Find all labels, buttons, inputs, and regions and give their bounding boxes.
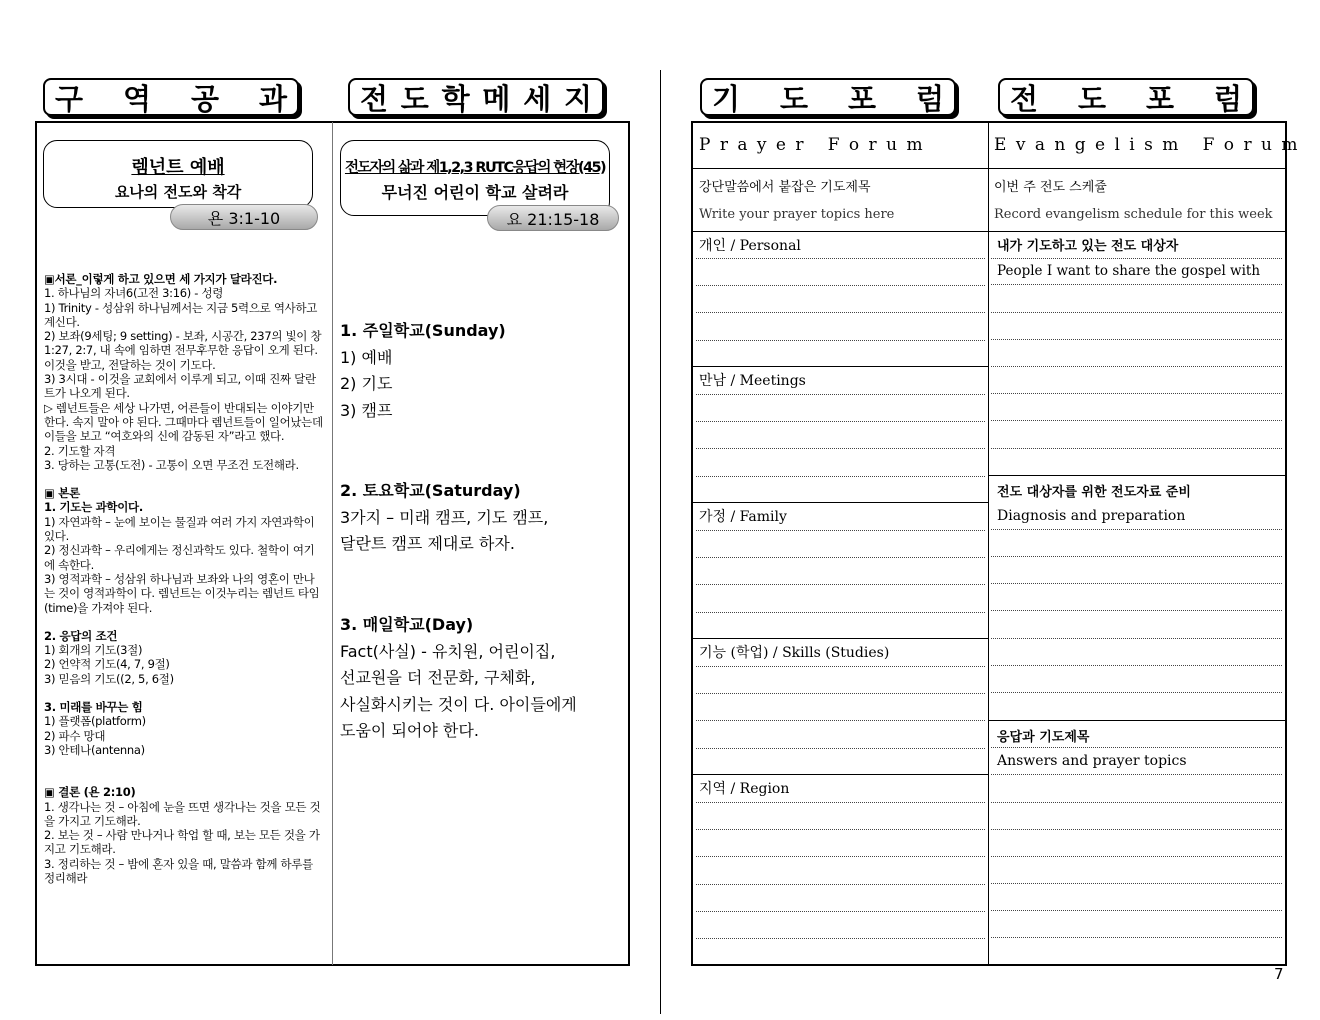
evangelism-forum-title: E v a n g e l i s m F o r u m [994, 135, 1300, 155]
writing-line [991, 258, 1282, 259]
writing-line [696, 557, 985, 558]
list-item: 1) 예배 [340, 347, 393, 367]
list-item: 2) 기도 [340, 374, 393, 393]
lesson-line: 3) 믿음의 기도((2, 5, 6절) [44, 671, 174, 686]
lesson-line: 1) 자연과학 – 눈에 보이는 물질과 여러 가지 자연과학이 있다. [44, 514, 315, 544]
header-letter: 공 [190, 81, 219, 116]
message-section-2 [340, 478, 625, 558]
message-section-1 [340, 318, 620, 424]
message-title: 전도자의 삶과 제1,2,3 RUTC응답의 현장(45) [344, 160, 606, 176]
writing-line [991, 393, 1282, 394]
header-letter: 전 [360, 81, 389, 116]
header-letter: 럼 [1213, 81, 1242, 116]
spacer [44, 757, 325, 771]
lesson-line: ▷ 렘넌트들은 세상 나가면, 어른들이 반대되는 이야기만 한다. 속지 말아 야 된다. 그때마다 렘넌트들이 일어났는데 이들을 보고 “여호와의 신에 감동된 자”라고 했다. [44, 400, 323, 444]
section-label: 만남 / Meetings [699, 373, 806, 389]
writing-line [696, 340, 985, 341]
lesson-line: ▣ 본론 [44, 486, 80, 501]
writing-line [696, 666, 985, 667]
writing-line [991, 638, 1282, 639]
row-divider [988, 720, 1285, 721]
writing-line [696, 421, 985, 422]
header-evangelism-forum [998, 78, 1254, 116]
lesson-line: 3) 안테나(antenna) [44, 742, 145, 757]
section-label: 가정 / Family [699, 509, 787, 525]
writing-line [991, 366, 1282, 367]
writing-line [696, 829, 985, 830]
lesson-line: 2. 응답의 조건 [44, 628, 118, 643]
header-letter: 구 [55, 81, 84, 116]
writing-line [991, 856, 1282, 857]
writing-line [991, 420, 1282, 421]
writing-line [991, 829, 1282, 830]
lesson-line: 3. 미래를 바꾸는 힘 [44, 700, 143, 715]
header-letter: 럼 [915, 81, 944, 116]
lesson-line: ▣ 결론 (욘 2:10) [44, 785, 136, 800]
writing-line [696, 285, 985, 286]
evangelism-subtitle-en: Record evangelism schedule for this week [994, 207, 1273, 222]
answers-label-en: Answers and prayer topics [997, 753, 1187, 769]
page-divider [660, 70, 661, 1014]
message-section-3 [340, 612, 625, 745]
header-letter: 학 [441, 81, 470, 116]
text-line: 3가지 – 미래 캠프, 기도 캠프, [340, 507, 549, 527]
writing-line [991, 692, 1282, 693]
targets-label-en: People I want to share the gospel with [997, 263, 1261, 279]
header-letter: 메 [482, 81, 511, 116]
header-letter: 포 [1145, 81, 1174, 116]
writing-line [696, 802, 985, 803]
writing-line [991, 802, 1282, 803]
lesson-line: 3) 3시대 - 이것을 교회에서 이루게 되고, 이때 진짜 달란트가 나오게 된다. [44, 372, 316, 401]
writing-line [991, 339, 1282, 340]
writing-line [991, 610, 1282, 611]
spacer [44, 472, 325, 486]
writing-line [696, 720, 985, 721]
lesson-line: 2) 보좌(9세팅; 9 setting) - 보좌, 시공간, 237의 빛이 창 1:27, 2:7, 내 속에 임하면 전무후무한 응답이 오게 된다. 이것을 받고, 전달하는 것이 기도다. [44, 329, 322, 372]
targets-label: 내가 기도하고 있는 전도 대상자 [997, 239, 1179, 254]
row-divider [693, 231, 1285, 232]
spacer [44, 771, 325, 785]
lesson-subtitle: 요나의 전도와 착각 [114, 183, 242, 201]
section-heading: 3. 매일학교(Day) [340, 615, 474, 634]
section-heading: 1. 주일학교(Sunday) [340, 321, 506, 340]
lesson-line: 2) 정신과학 – 우리에게는 정신과학도 있다. 철학이 여기에 속한다. [44, 543, 315, 572]
page-number: 7 [1274, 965, 1284, 983]
lesson-line: 1. 기도는 과학이다. [44, 500, 143, 515]
evangelism-subtitle: 이번 주 전도 스케쥴 [994, 180, 1107, 195]
header-letter: 과 [258, 81, 287, 116]
writing-line [696, 884, 985, 885]
row-divider [693, 502, 988, 503]
column-divider [332, 122, 333, 965]
message-subtitle: 무너진 어린이 학교 살려라 [381, 183, 569, 202]
header-letter: 지 [563, 81, 592, 116]
lesson-reference: 욘 3:1-10 [170, 204, 318, 230]
lesson-body [44, 272, 325, 885]
writing-line [991, 448, 1282, 449]
header-letter: 도 [779, 81, 808, 116]
header-letter: 포 [847, 81, 876, 116]
prayer-subtitle: 강단말씀에서 붙잡은 기도제목 [699, 180, 871, 195]
writing-line [991, 529, 1282, 530]
message-reference: 요 21:15-18 [487, 205, 619, 231]
row-divider [693, 638, 988, 639]
lesson-line: 2. 보는 것 – 사람 만나거나 학업 할 때, 보는 모든 것을 가지고 기도해라. [44, 828, 320, 857]
lesson-line: 2) 파수 망대 [44, 728, 106, 743]
writing-line [991, 883, 1282, 884]
writing-line [991, 284, 1282, 285]
writing-line [696, 938, 985, 939]
row-divider [988, 475, 1285, 476]
text-line: 도움이 되어야 한다. [340, 721, 479, 740]
lesson-line: 1) 플랫폼(platform) [44, 714, 146, 729]
writing-line [696, 530, 985, 531]
list-item: 3) 캠프 [340, 400, 393, 420]
spacer [44, 686, 325, 700]
writing-line [696, 911, 985, 912]
text-line: Fact(사실) - 유치원, 어린이집, [340, 641, 556, 661]
row-divider [693, 774, 988, 775]
prep-label: 전도 대상자를 위한 전도자료 준비 [997, 485, 1191, 500]
writing-line [696, 448, 985, 449]
text-line: 달란트 캠프 제대로 하자. [340, 534, 515, 553]
header-letter: 기 [712, 81, 741, 116]
writing-line [696, 856, 985, 857]
section-label: 개인 / Personal [699, 238, 801, 254]
lesson-line: ▣서론_이렇게 하고 있으면 세 가지가 달라진다. [44, 272, 278, 286]
row-divider [693, 366, 988, 367]
text-line: 선교원을 더 전문화, 구체화, [340, 668, 536, 687]
writing-line [696, 612, 985, 613]
writing-line [696, 258, 985, 259]
writing-line [696, 312, 985, 313]
writing-line [696, 476, 985, 477]
header-lesson [43, 78, 299, 116]
writing-line [696, 394, 985, 395]
header-prayer-forum [700, 78, 956, 116]
writing-line [991, 910, 1282, 911]
lesson-line: 1. 생각나는 것 – 아침에 눈을 뜨면 생각나는 것을 모든 것을 가지고 기도해라. [44, 799, 321, 828]
writing-line [696, 584, 985, 585]
lesson-line: 2. 기도할 자격 [44, 443, 116, 458]
writing-line [991, 583, 1282, 584]
row-divider [693, 168, 1285, 169]
writing-line [991, 556, 1282, 557]
section-label: 지역 / Region [699, 781, 790, 797]
writing-line [991, 774, 1282, 775]
spacer [44, 615, 325, 629]
header-letter: 도 [1077, 81, 1106, 116]
section-label: 기능 (학업) / Skills (Studies) [699, 645, 890, 661]
writing-line [696, 748, 985, 749]
lesson-line: 2) 언약적 기도(4, 7, 9절) [44, 657, 170, 672]
text-line: 사실화시키는 것이 다. 아이들에게 [340, 694, 577, 714]
writing-line [991, 312, 1282, 313]
writing-line [991, 937, 1282, 938]
header-letter: 역 [122, 81, 151, 116]
lesson-line: 3. 정리하는 것 – 밤에 혼자 있을 때, 말씀과 함께 하루를 정리해라 [44, 856, 313, 885]
lesson-line: 3) 영적과학 – 성삼위 하나님과 보좌와 나의 영혼이 만나는 것이 영적과학이 다. 렘넌트는 이것누리는 렘넌트 타임(time)을 가져야 된다. [44, 571, 320, 615]
prep-label-en: Diagnosis and preparation [997, 508, 1186, 524]
lesson-title-box [43, 140, 313, 208]
section-heading: 2. 토요학교(Saturday) [340, 481, 521, 500]
writing-line [696, 693, 985, 694]
prayer-forum-title: P r a y e r F o r u m [699, 135, 925, 155]
lesson-line: 3. 당하는 고통(도전) - 고통이 오면 무조건 도전해라. [44, 457, 299, 472]
lesson-line: 1. 하나님의 자녀6(고전 3:16) - 성령 [44, 286, 224, 301]
prayer-subtitle-en: Write your prayer topics here [699, 207, 895, 222]
writing-line [991, 665, 1282, 666]
lesson-line: 1) 회개의 기도(3절) [44, 643, 143, 658]
column-divider [988, 122, 989, 964]
header-letter: 세 [523, 81, 552, 116]
header-message [348, 78, 604, 116]
answers-label: 응답과 기도제목 [997, 730, 1090, 745]
lesson-line: 1) Trinity - 성삼위 하나님께서는 지금 5력으로 역사하고 계신다. [44, 300, 318, 329]
header-letter: 전 [1010, 81, 1039, 116]
writing-line [991, 747, 1282, 748]
header-letter: 도 [400, 81, 429, 116]
lesson-title: 렘넌트 예배 [131, 157, 225, 178]
